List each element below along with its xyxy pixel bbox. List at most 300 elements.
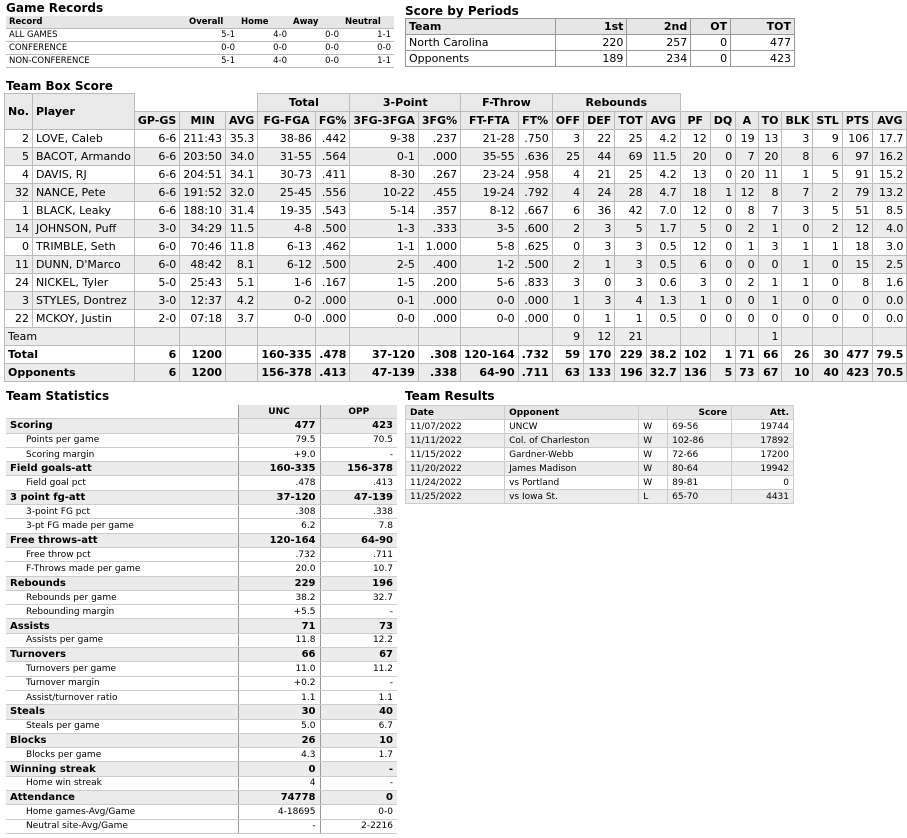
table-cell: 19-24	[461, 184, 519, 202]
table-cell: 20	[758, 148, 782, 166]
table-cell: -	[320, 676, 397, 690]
table-cell: 0-0	[290, 55, 342, 68]
table-cell: 51	[842, 202, 873, 220]
table-cell: 15.2	[873, 166, 907, 184]
column-header: DEF	[584, 112, 615, 130]
table-cell: 10.7	[320, 562, 397, 576]
table-cell: 120-164	[238, 533, 320, 547]
table-cell	[226, 328, 258, 346]
column-header: A	[736, 112, 758, 130]
table-cell: 11/20/2022	[406, 462, 505, 476]
team-row	[5, 328, 907, 346]
column-header: FG%	[315, 112, 350, 130]
stat-label: Scoring margin	[6, 447, 238, 461]
table-cell: 71	[736, 346, 758, 364]
table-cell	[646, 328, 680, 346]
table-cell: 102-86	[668, 434, 732, 448]
table-cell: 73	[320, 619, 397, 633]
column-header: Opponent	[505, 406, 639, 420]
column-header: AVG	[873, 112, 907, 130]
game-record-row	[6, 42, 394, 55]
stat-row	[6, 776, 397, 790]
stat-label: Points per game	[6, 433, 238, 447]
table-cell: 0-0	[290, 29, 342, 42]
table-cell: .564	[315, 148, 350, 166]
stat-label: Steals per game	[6, 719, 238, 733]
table-cell: 0	[813, 310, 842, 328]
column-header: 2nd	[627, 19, 691, 35]
table-cell: .000	[518, 310, 552, 328]
table-cell: 1	[782, 256, 813, 274]
table-cell: 35.3	[226, 130, 258, 148]
stat-group-name: Field goals-att	[6, 462, 238, 476]
table-cell: 5-0	[134, 274, 179, 292]
periods-row	[406, 51, 795, 67]
table-cell: 13.2	[873, 184, 907, 202]
table-cell: 0	[710, 202, 735, 220]
stat-label: Field goal pct	[6, 476, 238, 490]
table-cell: 0.0	[873, 292, 907, 310]
table-cell: .000	[418, 292, 460, 310]
table-cell: .455	[418, 184, 460, 202]
table-cell: 17.7	[873, 130, 907, 148]
table-cell: 7	[758, 202, 782, 220]
stat-row	[6, 719, 397, 733]
stat-row	[6, 819, 397, 833]
table-cell	[461, 328, 519, 346]
table-cell: 1.1	[238, 690, 320, 704]
column-header: DQ	[710, 112, 735, 130]
player-row	[5, 256, 907, 274]
table-cell: 196	[320, 576, 397, 590]
table-cell: Opponents	[5, 364, 135, 382]
column-header: Home	[238, 16, 290, 29]
table-cell: 423	[731, 51, 795, 67]
table-cell: 6.7	[320, 719, 397, 733]
table-cell: 6-6	[134, 130, 179, 148]
table-cell: 6-13	[258, 238, 316, 256]
score-by-periods-table	[405, 18, 795, 67]
game-record-row	[6, 55, 394, 68]
table-cell: 11.5	[646, 148, 680, 166]
table-cell: 1-1	[342, 55, 394, 68]
column-header: TOT	[615, 112, 646, 130]
table-cell: 3	[584, 238, 615, 256]
table-cell	[873, 328, 907, 346]
table-cell: 32.7	[320, 590, 397, 604]
table-cell: 12	[680, 202, 710, 220]
table-cell: 4	[238, 776, 320, 790]
table-cell: .413	[320, 476, 397, 490]
table-cell: 1-2	[461, 256, 519, 274]
table-cell: 79.5	[238, 433, 320, 447]
table-cell: 5	[5, 148, 33, 166]
table-cell: 10	[782, 364, 813, 382]
table-cell: W	[639, 420, 668, 434]
table-cell: 1.1	[320, 690, 397, 704]
table-cell: .000	[518, 292, 552, 310]
table-cell: 11.5	[226, 220, 258, 238]
table-cell: .000	[418, 148, 460, 166]
opponents-row	[5, 364, 907, 382]
table-cell: .237	[418, 130, 460, 148]
table-cell: 70.5	[320, 433, 397, 447]
stat-label: Rebounds per game	[6, 590, 238, 604]
table-cell: 1	[710, 346, 735, 364]
team-results-table	[405, 405, 794, 504]
player-name: NICKEL, Tyler	[32, 274, 134, 292]
table-cell: 12	[584, 328, 615, 346]
table-cell: 0-0	[461, 310, 519, 328]
table-cell: 0	[584, 274, 615, 292]
player-row	[5, 130, 907, 148]
table-cell: 1	[584, 256, 615, 274]
table-cell: 25:43	[180, 274, 226, 292]
stat-label: Neutral site-Avg/Game	[6, 819, 238, 833]
table-cell: 11	[758, 166, 782, 184]
table-cell	[134, 328, 179, 346]
table-cell: 12	[736, 184, 758, 202]
table-cell: 37-120	[238, 490, 320, 504]
stat-group-name: Free throws-att	[6, 533, 238, 547]
stat-label: Turnovers per game	[6, 662, 238, 676]
table-cell: 32.0	[226, 184, 258, 202]
table-cell: NON-CONFERENCE	[6, 55, 186, 68]
table-cell: 1	[758, 220, 782, 238]
table-cell: James Madison	[505, 462, 639, 476]
table-cell: 1-5	[350, 274, 418, 292]
stat-group-row	[6, 576, 397, 590]
table-cell: 3	[552, 130, 583, 148]
stat-row	[6, 605, 397, 619]
stat-group-name: Turnovers	[6, 648, 238, 662]
column-header	[639, 406, 668, 420]
player-name: NANCE, Pete	[32, 184, 134, 202]
player-row	[5, 166, 907, 184]
table-cell: 6.2	[238, 519, 320, 533]
table-cell: 133	[584, 364, 615, 382]
table-cell: 2	[552, 256, 583, 274]
stats-header	[6, 405, 397, 419]
table-cell: .543	[315, 202, 350, 220]
table-cell: 11/11/2022	[406, 434, 505, 448]
stat-label: 3-pt FG made per game	[6, 519, 238, 533]
column-header: Team	[406, 19, 556, 35]
table-cell: 2	[5, 130, 33, 148]
table-cell: 1	[813, 238, 842, 256]
player-name: STYLES, Dontrez	[32, 292, 134, 310]
table-cell: 20	[680, 148, 710, 166]
table-cell: 31-55	[258, 148, 316, 166]
table-cell: 4.3	[238, 748, 320, 762]
table-cell: 6-6	[134, 184, 179, 202]
stat-row	[6, 547, 397, 561]
table-cell: 47-139	[350, 364, 418, 382]
table-cell: 5-14	[350, 202, 418, 220]
table-cell: 0.5	[646, 310, 680, 328]
table-cell: UNCW	[505, 420, 639, 434]
table-cell: 0	[758, 256, 782, 274]
stat-label: Home win streak	[6, 776, 238, 790]
table-cell: 07:18	[180, 310, 226, 328]
table-cell: 34.1	[226, 166, 258, 184]
stat-group-row	[6, 648, 397, 662]
table-cell: 71	[238, 619, 320, 633]
table-cell: W	[639, 462, 668, 476]
table-cell: 12	[842, 220, 873, 238]
column-header: Overall	[186, 16, 238, 29]
table-cell: 477	[842, 346, 873, 364]
table-cell: 6	[680, 256, 710, 274]
stat-row	[6, 590, 397, 604]
player-name: BACOT, Armando	[32, 148, 134, 166]
table-cell: Total	[5, 346, 135, 364]
table-cell: 64-90	[320, 533, 397, 547]
table-cell: 189	[555, 51, 627, 67]
table-cell: 66	[238, 648, 320, 662]
periods-header	[406, 19, 795, 35]
result-row	[406, 448, 794, 462]
table-cell: 5	[615, 220, 646, 238]
table-cell: 0	[691, 35, 731, 51]
table-cell: 1.3	[646, 292, 680, 310]
column-header: UNC	[238, 405, 320, 419]
table-cell: 8	[736, 202, 758, 220]
stat-row	[6, 562, 397, 576]
table-cell: 120-164	[461, 346, 519, 364]
table-cell: 0	[782, 310, 813, 328]
table-cell: 1.000	[418, 238, 460, 256]
table-cell	[518, 328, 552, 346]
table-cell: 4	[552, 166, 583, 184]
table-cell: 17892	[732, 434, 794, 448]
column-header: AVG	[646, 112, 680, 130]
table-cell: 0	[552, 238, 583, 256]
stat-row	[6, 662, 397, 676]
table-cell: 6-0	[134, 256, 179, 274]
table-cell: 0	[813, 274, 842, 292]
table-cell: -	[320, 447, 397, 461]
table-cell: 1-1	[350, 238, 418, 256]
column-header: Att.	[732, 406, 794, 420]
table-cell: 0-2	[258, 292, 316, 310]
table-cell: -	[320, 776, 397, 790]
player-name: DUNN, D'Marco	[32, 256, 134, 274]
table-cell: 4.2	[646, 130, 680, 148]
table-cell: 40	[813, 364, 842, 382]
player-row	[5, 148, 907, 166]
table-cell: Team	[5, 328, 135, 346]
table-cell: 2-5	[350, 256, 418, 274]
table-cell: 79	[842, 184, 873, 202]
table-cell: 64-90	[461, 364, 519, 382]
stat-row	[6, 476, 397, 490]
table-cell: 5-8	[461, 238, 519, 256]
player-name: BLACK, Leaky	[32, 202, 134, 220]
table-cell: 11.8	[238, 633, 320, 647]
table-cell: .400	[418, 256, 460, 274]
table-cell: 32.7	[646, 364, 680, 382]
result-row	[406, 462, 794, 476]
table-cell: 4	[615, 292, 646, 310]
table-cell: 4-18695	[238, 805, 320, 819]
table-cell	[350, 328, 418, 346]
table-cell: 2-2216	[320, 819, 397, 833]
table-cell: 0	[691, 51, 731, 67]
stat-label: Blocks per game	[6, 748, 238, 762]
table-cell: 0.5	[646, 238, 680, 256]
table-cell: 204:51	[180, 166, 226, 184]
player-row	[5, 274, 907, 292]
table-cell: 11.0	[238, 662, 320, 676]
table-cell	[315, 328, 350, 346]
table-cell: .500	[518, 256, 552, 274]
table-cell: 1	[584, 310, 615, 328]
total-row	[5, 346, 907, 364]
table-cell: 21-28	[461, 130, 519, 148]
table-cell: .442	[315, 130, 350, 148]
table-cell: 5-1	[186, 55, 238, 68]
table-cell: 3.0	[873, 238, 907, 256]
table-cell	[813, 328, 842, 346]
table-cell: 25-45	[258, 184, 316, 202]
table-cell: .711	[518, 364, 552, 382]
table-cell: 4-8	[258, 220, 316, 238]
table-cell: 0	[842, 292, 873, 310]
table-cell: 0	[842, 310, 873, 328]
table-cell	[736, 328, 758, 346]
table-cell: 35-55	[461, 148, 519, 166]
table-cell: 8-30	[350, 166, 418, 184]
table-cell: .357	[418, 202, 460, 220]
table-cell: .000	[315, 310, 350, 328]
table-cell: 47-139	[320, 490, 397, 504]
table-cell: 229	[238, 576, 320, 590]
table-cell: 8-12	[461, 202, 519, 220]
table-cell: 102	[680, 346, 710, 364]
stat-row	[6, 433, 397, 447]
table-cell: 0-0	[342, 42, 394, 55]
table-cell: 0	[813, 256, 842, 274]
table-cell: 9	[813, 130, 842, 148]
table-cell: 40	[320, 705, 397, 719]
table-cell: W	[639, 476, 668, 490]
player-row	[5, 238, 907, 256]
box-score-title: Team Box Score	[6, 79, 113, 93]
player-name: LOVE, Caleb	[32, 130, 134, 148]
table-cell: ALL GAMES	[6, 29, 186, 42]
table-cell: 44	[584, 148, 615, 166]
table-cell: 136	[680, 364, 710, 382]
table-cell: 1	[782, 166, 813, 184]
table-cell: 5	[680, 220, 710, 238]
table-cell: 160-335	[238, 462, 320, 476]
table-cell: 3-5	[461, 220, 519, 238]
table-cell: 2.5	[873, 256, 907, 274]
table-cell: .308	[418, 346, 460, 364]
column-header: OFF	[552, 112, 583, 130]
col-no: No.	[5, 94, 33, 130]
table-cell: 48:42	[180, 256, 226, 274]
table-cell: 4.2	[226, 292, 258, 310]
table-cell: 12.2	[320, 633, 397, 647]
table-cell: 12	[680, 238, 710, 256]
table-cell: 7.8	[320, 519, 397, 533]
table-cell	[782, 328, 813, 346]
table-cell: -	[320, 605, 397, 619]
table-cell: 0	[710, 220, 735, 238]
table-cell: 0-1	[350, 148, 418, 166]
table-cell: 156-378	[258, 364, 316, 382]
table-cell: 6-6	[134, 148, 179, 166]
table-cell: 0-0	[186, 42, 238, 55]
table-cell: 0	[732, 476, 794, 490]
table-cell: 89-81	[668, 476, 732, 490]
table-cell: -	[238, 819, 320, 833]
table-cell: 0	[238, 762, 320, 776]
table-cell	[226, 346, 258, 364]
stat-label: F-Throws made per game	[6, 562, 238, 576]
table-cell: 24	[5, 274, 33, 292]
table-cell: .600	[518, 220, 552, 238]
table-cell: .833	[518, 274, 552, 292]
result-row	[406, 490, 794, 504]
table-cell: 30-73	[258, 166, 316, 184]
stat-group-name: Rebounds	[6, 576, 238, 590]
stat-label: Assists per game	[6, 633, 238, 647]
table-cell: 11.2	[320, 662, 397, 676]
table-cell	[226, 364, 258, 382]
column-header: TOT	[731, 19, 795, 35]
table-cell: 38.2	[646, 346, 680, 364]
results-header	[406, 406, 794, 420]
table-cell: 0	[710, 148, 735, 166]
table-cell: .792	[518, 184, 552, 202]
table-cell: 5-1	[186, 29, 238, 42]
table-cell: 11/15/2022	[406, 448, 505, 462]
table-cell: 79.5	[873, 346, 907, 364]
table-cell: .333	[418, 220, 460, 238]
table-cell: 6	[552, 202, 583, 220]
table-cell: 5	[710, 364, 735, 382]
table-cell: 38-86	[258, 130, 316, 148]
table-cell: 2-0	[134, 310, 179, 328]
table-cell: 69-56	[668, 420, 732, 434]
table-cell: .478	[315, 346, 350, 364]
column-header: BLK	[782, 112, 813, 130]
table-cell: 6-6	[134, 202, 179, 220]
table-cell: 11/07/2022	[406, 420, 505, 434]
table-cell: 6-6	[134, 166, 179, 184]
table-cell: W	[639, 434, 668, 448]
table-cell: 229	[615, 346, 646, 364]
player-name: TRIMBLE, Seth	[32, 238, 134, 256]
column-header: Neutral	[342, 16, 394, 29]
table-cell	[710, 328, 735, 346]
stat-label: Rebounding margin	[6, 605, 238, 619]
column-header: FT-FTA	[461, 112, 519, 130]
table-cell: Col. of Charleston	[505, 434, 639, 448]
table-cell: .478	[238, 476, 320, 490]
table-cell: 477	[731, 35, 795, 51]
table-cell: 0-0	[258, 310, 316, 328]
table-cell: 12:37	[180, 292, 226, 310]
table-cell: 26	[782, 346, 813, 364]
table-cell: 0	[710, 256, 735, 274]
table-cell: 188:10	[180, 202, 226, 220]
table-cell: .667	[518, 202, 552, 220]
col-player: Player	[32, 94, 134, 130]
